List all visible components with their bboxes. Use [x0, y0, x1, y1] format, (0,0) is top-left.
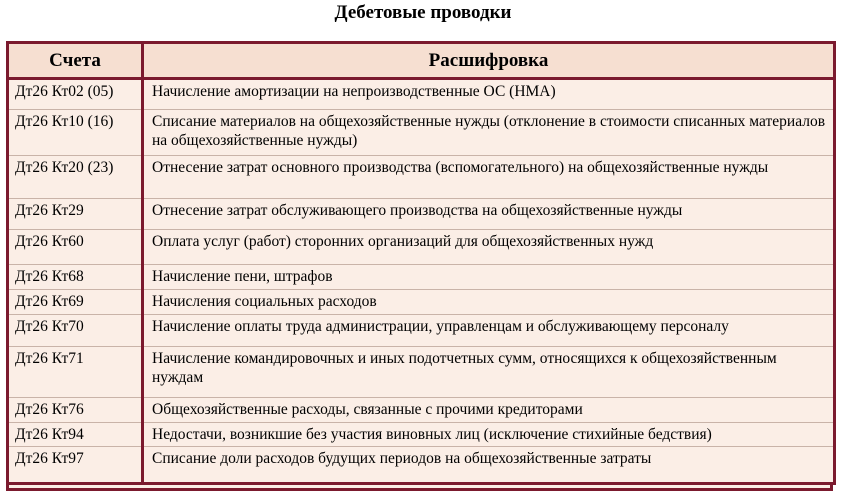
table-row — [8, 156, 835, 199]
account-cell: Дт26 Кт10 (16) — [8, 110, 143, 156]
table-row — [8, 110, 835, 156]
description-cell: Начисление амортизации на непроизводственные ОС (НМА) — [143, 79, 835, 110]
table-header-row — [8, 43, 835, 79]
description-cell: Начисление оплаты труда администрации, управленцам и обслуживающему персоналу — [143, 315, 835, 347]
account-cell: Дт26 Кт68 — [8, 265, 143, 290]
account-cell: Дт26 Кт94 — [8, 423, 143, 447]
table-row — [8, 447, 835, 484]
table-body — [8, 79, 835, 484]
description-cell: Отнесение затрат обслуживающего производства на общехозяйственные нужды — [143, 199, 835, 230]
account-cell: Дт26 Кт76 — [8, 398, 143, 423]
description-cell: Начисления социальных расходов — [143, 290, 835, 315]
table-row — [8, 315, 835, 347]
description-cell: Начисление командировочных и иных подотчетных сумм, относящихся к общехозяйственным нуждам — [143, 347, 835, 398]
account-cell: Дт26 Кт97 — [8, 447, 143, 484]
table-row — [8, 423, 835, 447]
description-cell: Недостачи, возникшие без участия виновных лиц (исключение стихийные бедствия) — [143, 423, 835, 447]
table-row — [8, 199, 835, 230]
account-cell: Дт26 Кт71 — [8, 347, 143, 398]
table-row — [8, 290, 835, 315]
description-cell: Списание доли расходов будущих периодов на общехозяйственные затраты — [143, 447, 835, 484]
account-cell: Дт26 Кт29 — [8, 199, 143, 230]
table-row — [8, 265, 835, 290]
account-cell: Дт26 Кт02 (05) — [8, 79, 143, 110]
header-description: Расшифровка — [143, 43, 835, 79]
debit-entries-table — [6, 41, 836, 485]
table-row — [8, 79, 835, 110]
header-accounts: Счета — [8, 43, 143, 79]
description-cell: Отнесение затрат основного производства (вспомогательного) на общехозяйственные нужды — [143, 156, 835, 199]
page-title: Дебетовые проводки — [334, 2, 512, 23]
description-cell: Списание материалов на общехозяйственные нужды (отклонение в стоимости списанных материалов на общехозяйственные нужды) — [143, 110, 835, 156]
account-cell: Дт26 Кт69 — [8, 290, 143, 315]
description-cell: Оплата услуг (работ) сторонних организаций для общехозяйственных нужд — [143, 230, 835, 265]
description-cell: Начисление пени, штрафов — [143, 265, 835, 290]
table-row — [8, 398, 835, 423]
table-row — [8, 347, 835, 398]
account-cell: Дт26 Кт60 — [8, 230, 143, 265]
description-cell: Общехозяйственные расходы, связанные с прочими кредиторами — [143, 398, 835, 423]
table-row — [8, 230, 835, 265]
account-cell: Дт26 Кт20 (23) — [8, 156, 143, 199]
account-cell: Дт26 Кт70 — [8, 315, 143, 347]
